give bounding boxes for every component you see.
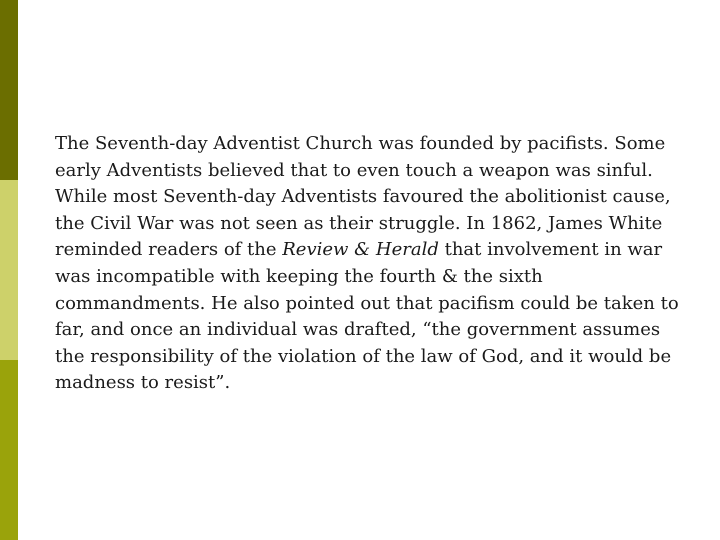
publication-title: Review & Herald bbox=[282, 239, 439, 261]
side-bar-middle-segment bbox=[0, 180, 18, 360]
body-paragraph bbox=[55, 131, 680, 397]
side-bar-top-segment bbox=[0, 0, 18, 180]
paragraph-text-end: that involvement in war was incompatible with keeping the fourth & the sixth commandments. He also pointed out that pacifism could be taken to far, and once an individual was drafted, “the government assumes the responsibility of the violation of the law of God, and it would be madness to resist”. bbox=[55, 239, 679, 394]
side-bar-bottom-segment bbox=[0, 360, 18, 540]
decorative-side-bar bbox=[0, 0, 18, 540]
paragraph-text-start: The Seventh-day Adventist Church was founded by pacifists. Some early Adventists believed that to even touch a weapon was sinful. While most Seventh-day Adventists favoured the abolitionist cause, the Civil War was not seen as their struggle. In 1862, James White reminded readers of the bbox=[55, 133, 671, 261]
